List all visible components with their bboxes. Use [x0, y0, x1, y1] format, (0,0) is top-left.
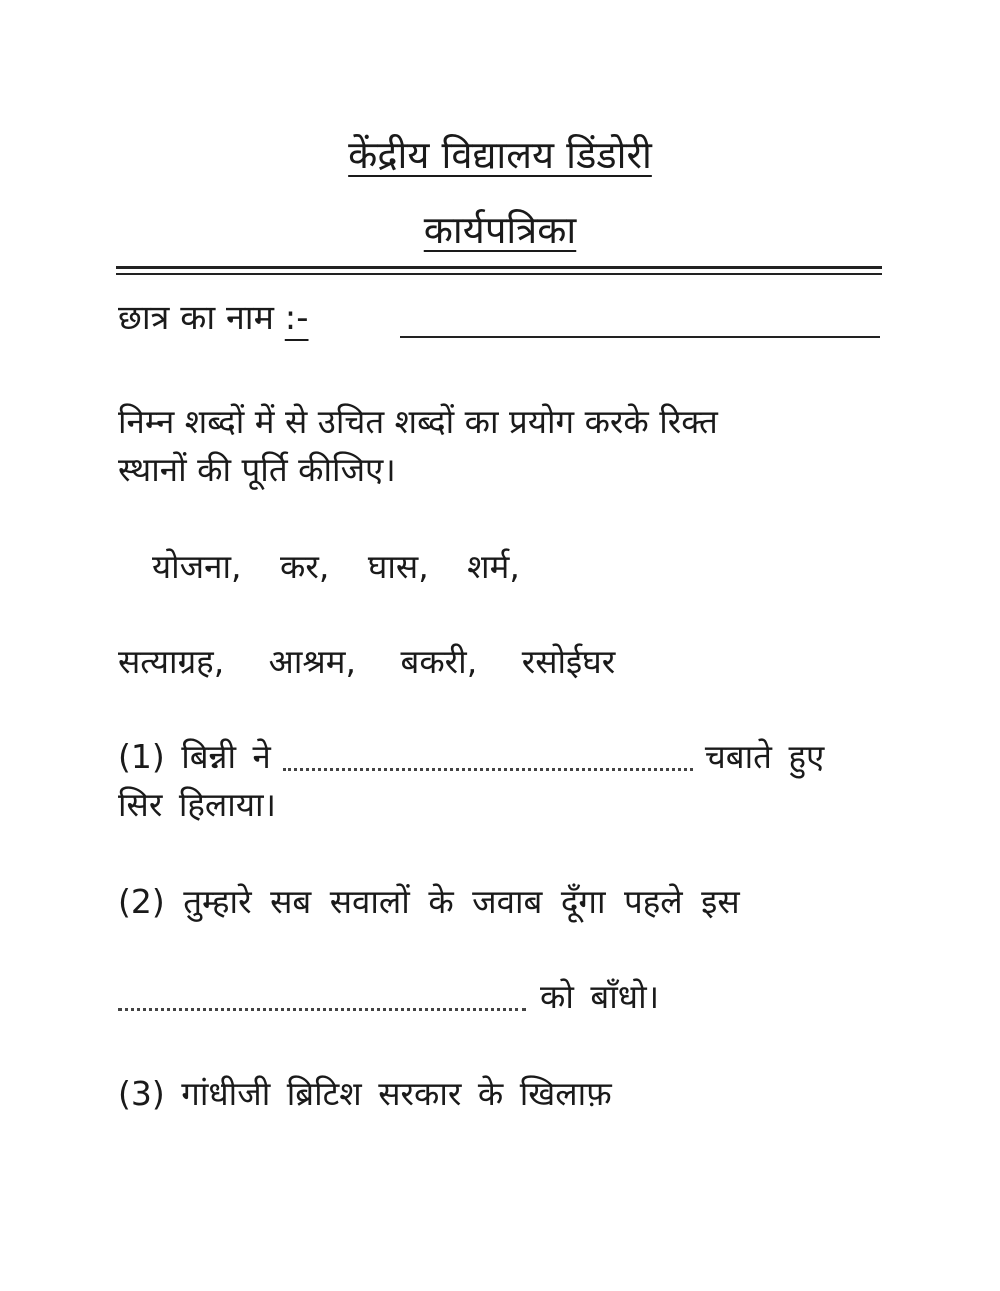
school-name-heading: [0, 130, 1000, 180]
word-bank-row-1: योजना, कर, घास, शर्म,: [152, 547, 520, 586]
question-3-number: (3): [118, 1074, 165, 1113]
question-1-line-2: सिर हिलाया।: [118, 785, 277, 824]
worksheet-title-text: कार्यपत्रिका: [423, 208, 577, 252]
question-3: [118, 1072, 612, 1116]
question-2-line-2: [118, 975, 659, 1019]
student-name-row: [118, 293, 309, 343]
worksheet-title: [0, 205, 1000, 255]
school-name-text: केंद्रीय विद्यालय डिंडोरी: [348, 133, 652, 177]
student-name-colon: :-: [284, 298, 309, 338]
header-divider-thin: [116, 273, 882, 275]
question-2: [118, 880, 740, 924]
question-3-text: गांधीजी ब्रिटिश सरकार के खिलाफ़: [181, 1074, 612, 1113]
question-1-number: (1): [118, 737, 165, 776]
instruction-line-1: निम्न शब्दों में से उचित शब्दों का प्रयोग करके रिक्त: [118, 402, 718, 441]
question-2-blank[interactable]: [118, 986, 526, 1011]
question-1: [118, 735, 824, 779]
question-1-blank[interactable]: [283, 746, 693, 771]
student-name-blank[interactable]: [400, 336, 880, 338]
header-divider-thick: [116, 266, 882, 269]
question-1-before: बिन्नी ने: [181, 737, 271, 776]
word-bank-row-2: सत्याग्रह, आश्रम, बकरी, रसोईघर: [118, 642, 616, 681]
question-2-after: को बाँधो।: [540, 977, 660, 1016]
question-2-line-1: तुम्हारे सब सवालों के जवाब दूँगा पहले इस: [183, 882, 740, 921]
question-2-number: (2): [118, 882, 165, 921]
instruction-line-2: स्थानों की पूर्ति कीजिए।: [118, 450, 396, 489]
student-name-label: छात्र का नाम: [118, 298, 274, 338]
question-1-after: चबाते हुए: [704, 737, 825, 776]
